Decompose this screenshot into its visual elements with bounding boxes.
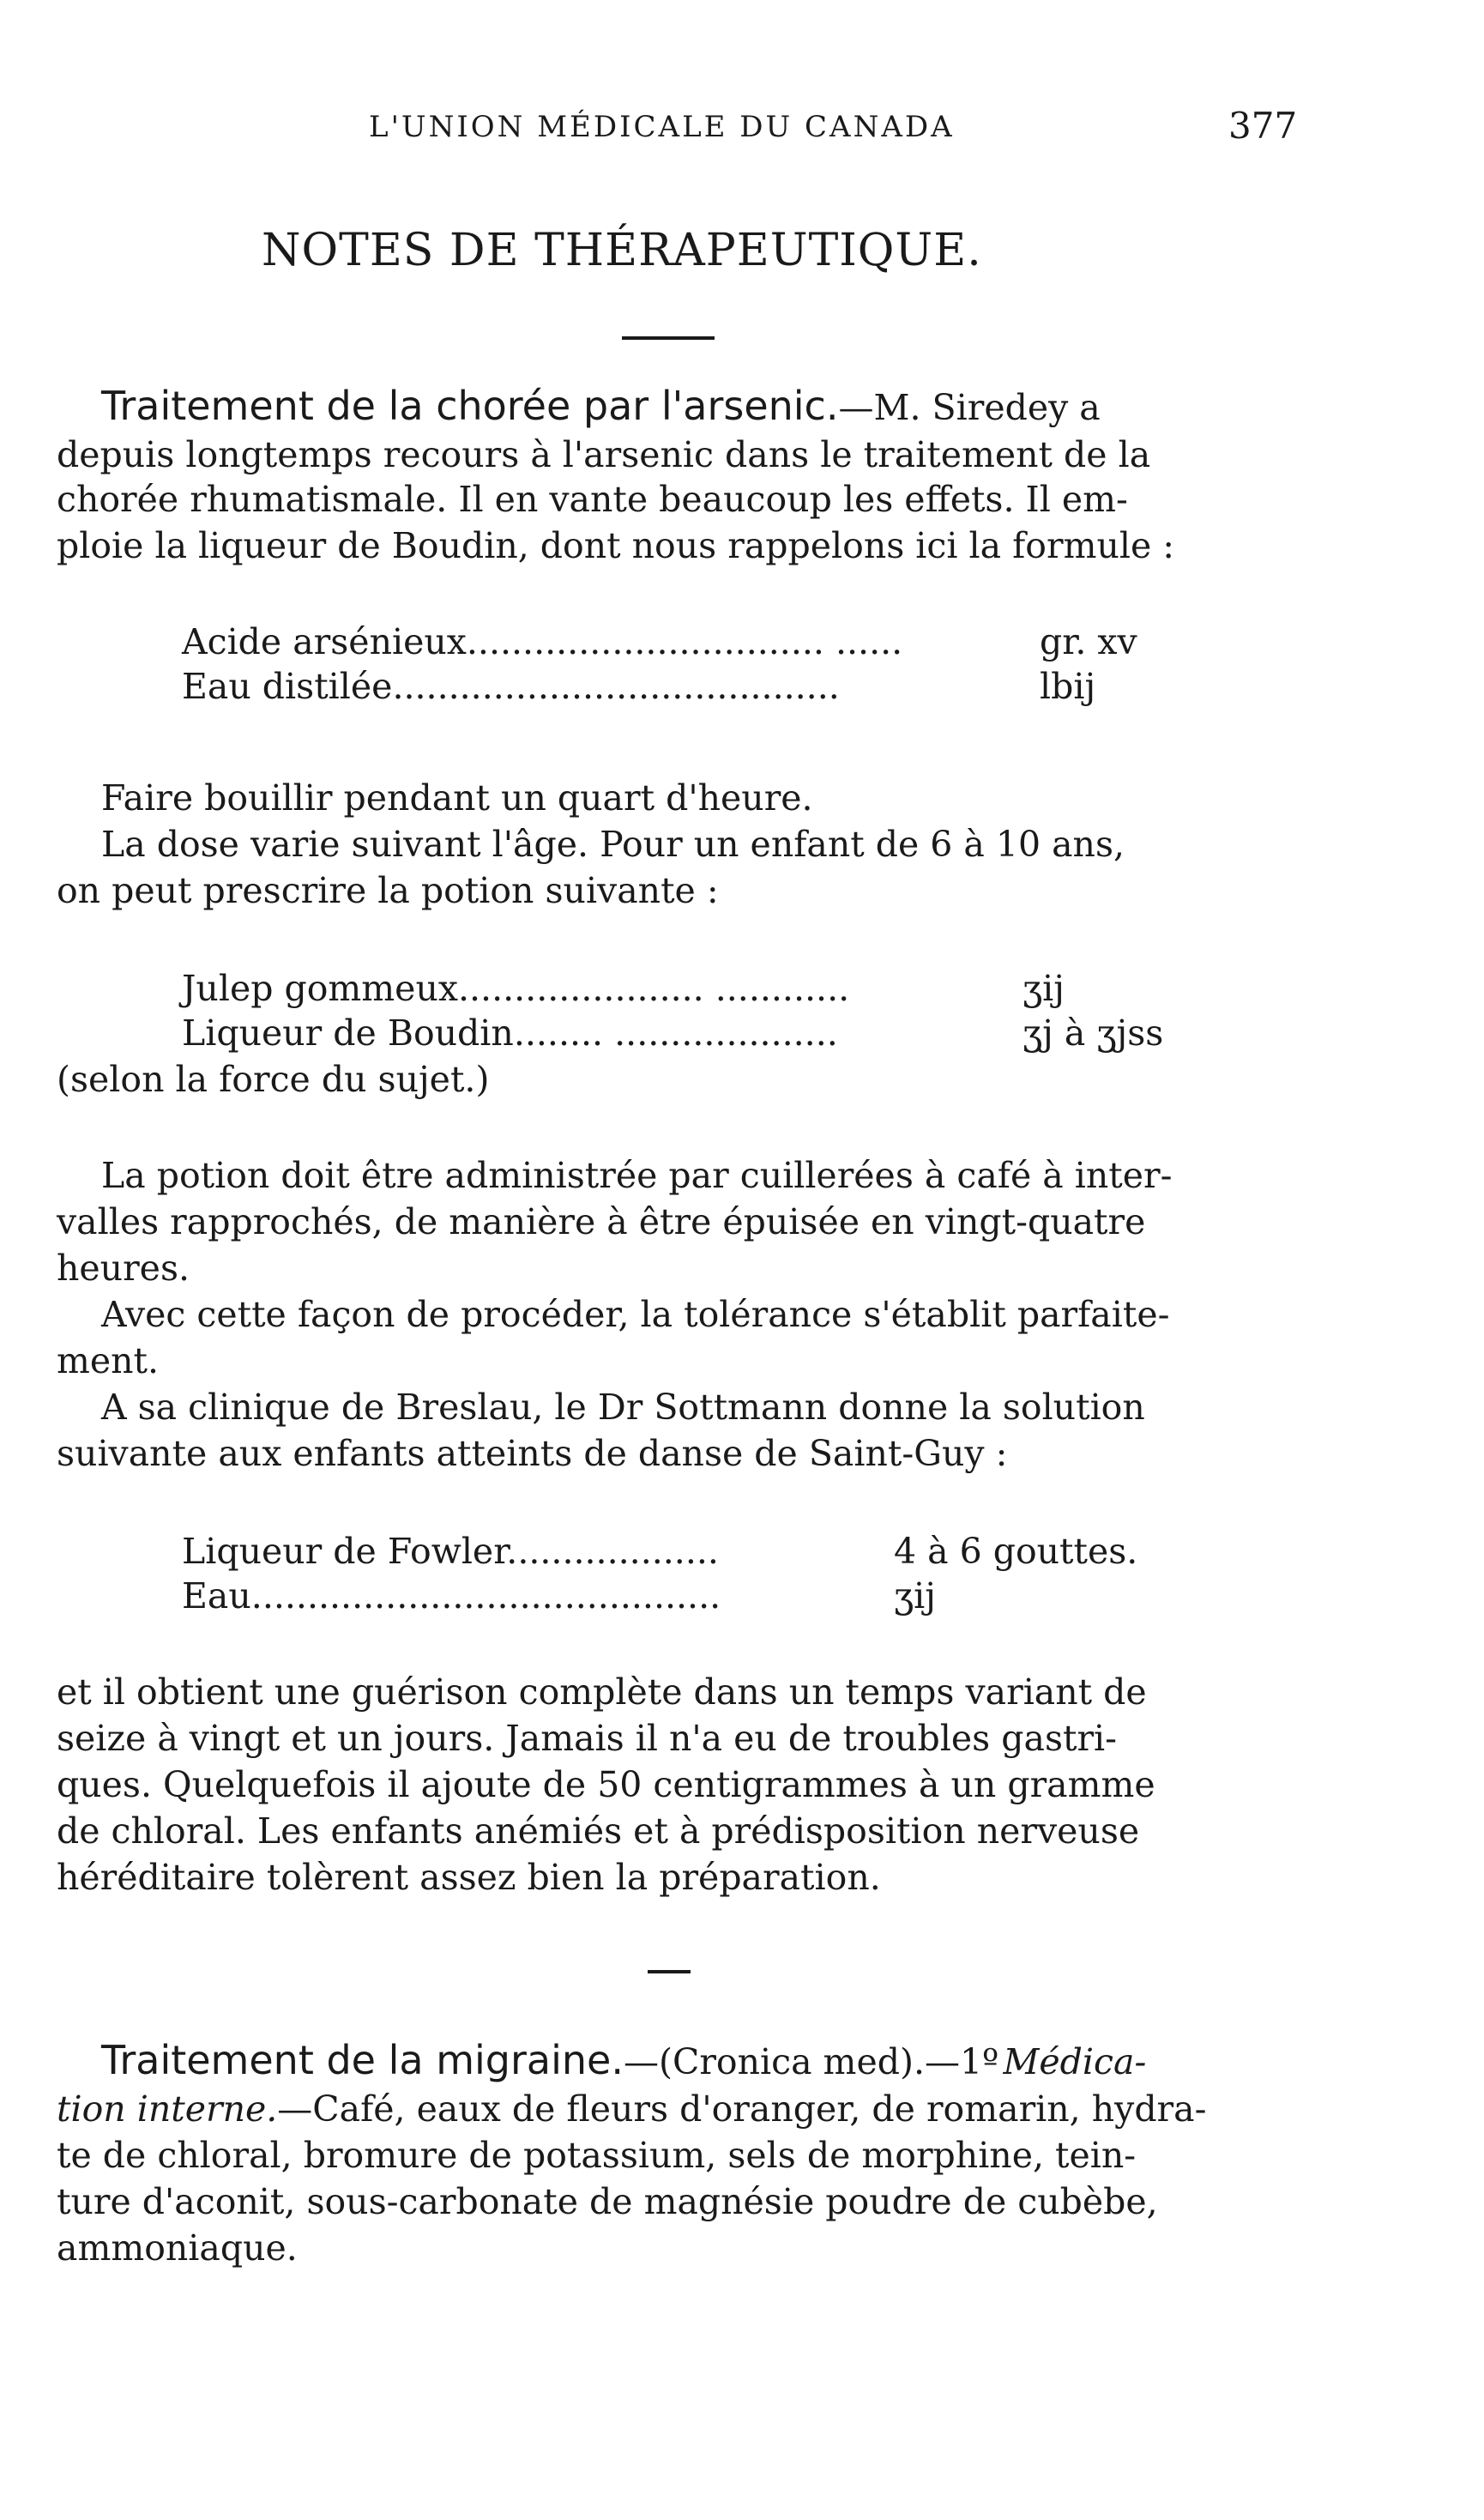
recipe-ingredient: Acide arsénieux — [182, 621, 467, 662]
section-2-line: ammoniaque. — [57, 2227, 298, 2269]
section-1-line: La potion doit être administrée par cuillerées à café à inter- — [101, 1155, 1173, 1196]
section-1-line: seize à vingt et un jours. Jamais il n'a eu de troubles gastri- — [57, 1718, 1118, 1759]
recipe-ingredient: Julep gommeux — [182, 968, 458, 1009]
recipe-1-row — [182, 666, 840, 707]
recipe-quantity: gr. xv — [1040, 621, 1137, 662]
recipe-2-row — [182, 968, 849, 1009]
section-1-line: depuis longtemps recours à l'arsenic dans le traitement de la — [57, 434, 1151, 475]
recipe-leader-dots: .......................................... — [250, 1575, 721, 1617]
section-2-heading: Traitement de la migraine. — [101, 2037, 624, 2083]
section-1-line: et il obtient une guérison complète dans un temps variant de — [57, 1671, 1147, 1713]
section-1-line: ques. Quelquefois il ajoute de 50 centigrammes à un gramme — [57, 1764, 1155, 1805]
recipe-quantity: ʒij — [894, 1575, 936, 1617]
section-1-line: héréditaire tolèrent assez bien la préparation. — [57, 1857, 881, 1898]
section-1-line: (selon la force du sujet.) — [57, 1059, 490, 1100]
section-1-line: suivante aux enfants atteints de danse de Saint-Guy : — [57, 1433, 1008, 1474]
title-divider — [622, 336, 715, 340]
section-1-line: A sa clinique de Breslau, le Dr Sottmann donne la solution — [101, 1387, 1145, 1428]
recipe-leader-dots: ...................... ............ — [457, 968, 850, 1009]
section-1-line: chorée rhumatismale. Il en vante beaucoup les effets. Il em- — [57, 479, 1128, 520]
section-1-line: de chloral. Les enfants anémiés et à prédisposition nerveuse — [57, 1810, 1140, 1852]
section-2-line: ture d'aconit, sous-carbonate de magnésie poudre de cubèbe, — [57, 2181, 1158, 2222]
page-title: NOTES DE THÉRAPEUTIQUE. — [262, 225, 982, 276]
section-2-line: te de chloral, bromure de potassium, sels de morphine, tein- — [57, 2135, 1137, 2176]
recipe-leader-dots: ................................ ...... — [466, 621, 903, 662]
recipe-quantity: ʒij — [1023, 968, 1065, 1009]
recipe-2-row — [182, 1012, 838, 1054]
recipe-quantity: ʒj à ʒjss — [1023, 1012, 1164, 1054]
section-1-line: ploie la liqueur de Boudin, dont nous rappelons ici la formule : — [57, 525, 1175, 566]
section-2-lead-italic: Médica- — [1003, 2041, 1147, 2082]
recipe-ingredient: Liqueur de Boudin — [182, 1012, 514, 1054]
section-2-line-rest: —Café, eaux de fleurs d'oranger, de romarin, hydra- — [277, 2088, 1207, 2130]
section-1-line: Avec cette façon de procéder, la tolérance s'établit parfaite- — [101, 1294, 1170, 1335]
section-1-lead: —M. Siredey a — [838, 387, 1101, 428]
section-divider — [648, 1970, 691, 1973]
section-2-italic-term: tion interne. — [57, 2088, 278, 2130]
recipe-3-row — [182, 1575, 721, 1617]
recipe-quantity: lbij — [1040, 666, 1096, 707]
section-1-line: ment. — [57, 1340, 160, 1381]
recipe-leader-dots: ........ .................... — [513, 1012, 838, 1054]
recipe-ingredient: Eau — [182, 1575, 251, 1617]
section-1-line: Faire bouillir pendant un quart d'heure. — [101, 777, 813, 819]
section-2-first-line — [101, 2037, 1146, 2083]
recipe-3-row — [182, 1531, 719, 1572]
section-1-line: heures. — [57, 1248, 190, 1289]
recipe-quantity: 4 à 6 gouttes. — [894, 1531, 1138, 1572]
section-2-line — [57, 2088, 1206, 2130]
recipe-leader-dots: ................... — [506, 1531, 719, 1572]
section-1-line: La dose varie suivant l'âge. Pour un enfant de 6 à 10 ans, — [101, 824, 1125, 865]
recipe-leader-dots: ........................................ — [392, 666, 840, 707]
recipe-ingredient: Liqueur de Fowler — [182, 1531, 507, 1572]
recipe-1-row — [182, 621, 902, 662]
section-1-heading: Traitement de la chorée par l'arsenic. — [101, 383, 839, 429]
recipe-ingredient: Eau distilée — [182, 666, 393, 707]
section-2-lead: —(Cronica med).—1º — [623, 2041, 999, 2082]
running-head: L'UNION MÉDICALE DU CANADA — [369, 110, 955, 144]
section-1-first-line — [101, 383, 1101, 429]
section-1-line: valles rapprochés, de manière à être épuisée en vingt-quatre — [57, 1201, 1146, 1242]
page-number: 377 — [1228, 105, 1298, 147]
section-1-line: on peut prescrire la potion suivante : — [57, 870, 719, 911]
